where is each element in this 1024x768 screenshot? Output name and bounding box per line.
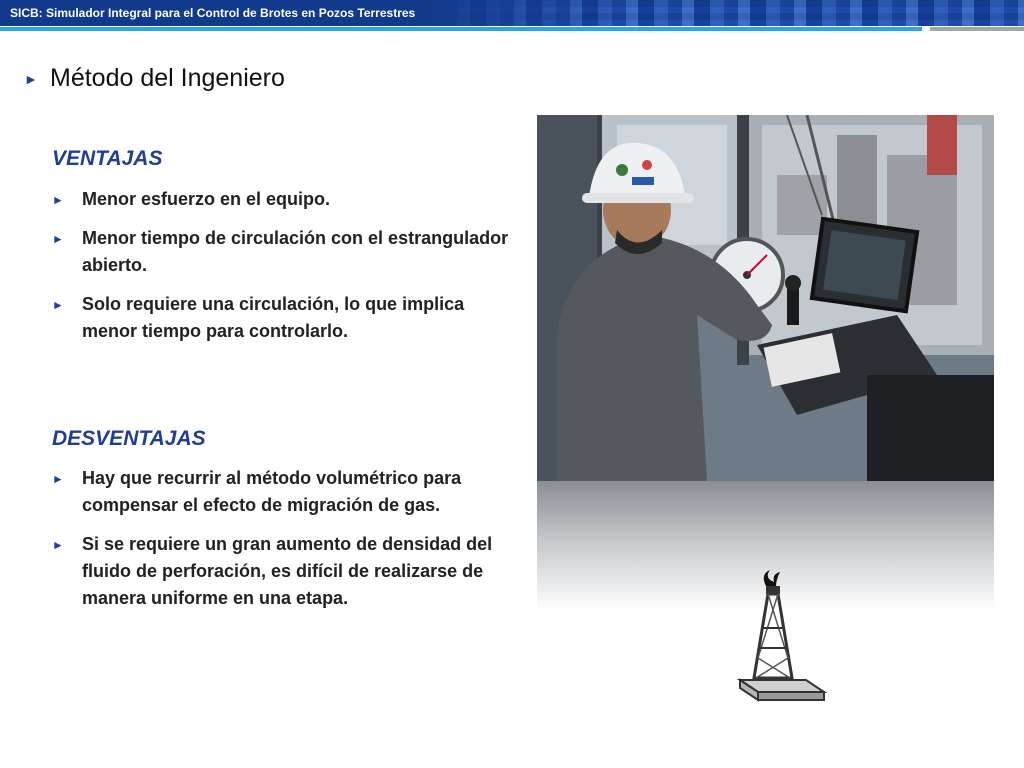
triangle-bullet-icon: ► — [52, 472, 64, 486]
desventajas-list — [52, 465, 522, 624]
ventajas-list — [52, 186, 522, 357]
list-item: ► Menor tiempo de circulación con el estrangulador abierto. — [52, 228, 509, 275]
triangle-bullet-icon: ► — [52, 298, 64, 312]
header-mosaic-decoration — [430, 0, 1024, 26]
slide-heading — [24, 64, 285, 93]
photo-illustration — [537, 115, 994, 481]
list-item: ► Solo requiere una circulación, lo que implica menor tiempo para controlarlo. — [52, 294, 465, 341]
slide-title: Método del Ingeniero — [50, 64, 285, 92]
accent-line-cyan — [0, 27, 922, 31]
triangle-bullet-icon: ► — [52, 538, 64, 552]
ventajas-heading: VENTAJAS — [52, 147, 163, 170]
accent-line-gray — [930, 27, 1024, 31]
triangle-bullet-icon: ► — [52, 193, 64, 207]
list-item: ► Menor esfuerzo en el equipo. — [52, 186, 522, 213]
list-item: ► Hay que recurrir al método volumétrico para compensar el efecto de migración de gas. — [52, 468, 462, 515]
header-title: SICB: Simulador Integral para el Control de Brotes en Pozos Terrestres — [10, 6, 416, 20]
desventajas-heading: DESVENTAJAS — [52, 427, 206, 450]
triangle-bullet-icon: ► — [24, 70, 38, 87]
triangle-bullet-icon: ► — [52, 232, 64, 246]
list-item: ► Si se requiere un gran aumento de densidad del fluido de perforación, es difícil de realizarse de manera uniforme en una etapa. — [52, 534, 493, 608]
driller-console-photo — [537, 115, 994, 481]
header-bar — [0, 0, 1024, 26]
oil-rig-icon — [732, 568, 828, 708]
